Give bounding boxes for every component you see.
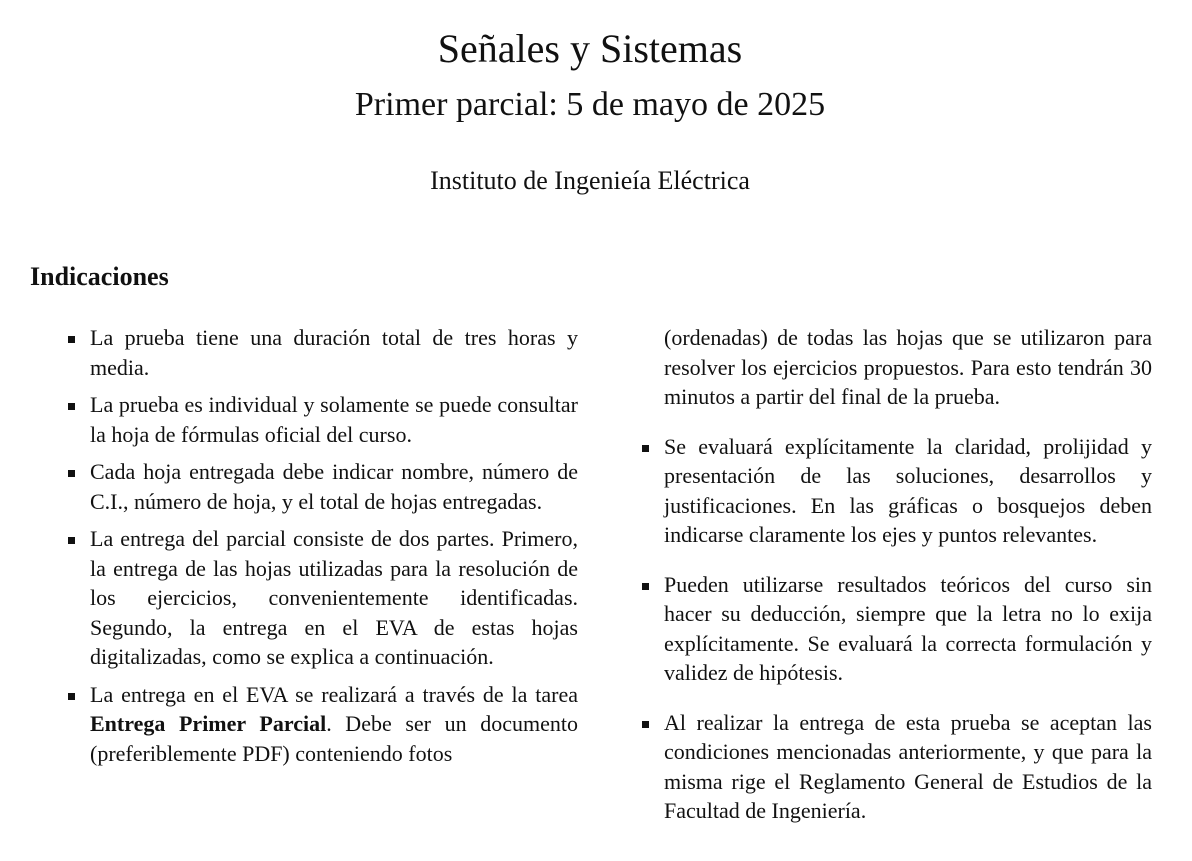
instructions-list-continued — [664, 323, 1152, 826]
list-item: Se evaluará explícitamente la claridad, prolijidad y presentación de las soluciones, desarrollos y justificaciones. En las gráficas o bosquejos deben indicarse claramente los ejes y puntos relevantes. — [664, 432, 1152, 550]
list-item: La prueba tiene una duración total de tres horas y media. — [90, 323, 578, 382]
item-text: . Debe ser un documento (preferiblemente PDF) conteniendo fotos — [90, 711, 579, 766]
list-item: La entrega del parcial consiste de dos partes. Primero, la entrega de las hojas utilizadas para la resolución de los ejercicios, convenientemente identificadas. Segundo, la entrega en el EVA de estas hojas digitalizadas, como se explica a continuación. — [90, 524, 578, 672]
instructions-list — [90, 323, 578, 768]
right-column — [664, 323, 1152, 846]
list-item-continuation: (ordenadas) de todas las hojas que se utilizaron para resolver los ejercicios propuestos. Para esto tendrán 30 minutos a partir del final de la prueba. — [664, 325, 1152, 409]
item-text: La entrega en el EVA se realizará a través de la tarea — [90, 681, 578, 707]
task-name: Entrega Primer Parcial — [90, 711, 327, 736]
section-heading: Indicaciones — [30, 262, 169, 291]
list-item: Pueden utilizarse resultados teóricos del curso sin hacer su deducción, siempre que la letra no lo exija explícitamente. Se evaluará la correcta formulación y validez de hipótesis. — [664, 570, 1152, 688]
list-item: La prueba es individual y solamente se puede consultar la hoja de fórmulas oficial del curso. — [90, 390, 578, 449]
list-item: Al realizar la entrega de esta prueba se aceptan las condiciones mencionadas anteriormente, y que para la misma rige el Reglamento General de Estudios de la Facultad de Ingeniería. — [664, 708, 1152, 826]
exam-subtitle: Primer parcial: 5 de mayo de 2025 — [354, 86, 826, 123]
list-item — [90, 680, 578, 769]
document-title: Señales y Sistemas — [437, 26, 743, 71]
institute-name: Instituto de Ingenieía Eléctrica — [430, 166, 750, 195]
left-column — [90, 323, 578, 776]
list-item: Cada hoja entregada debe indicar nombre, número de C.I., número de hoja, y el total de hojas entregadas. — [90, 457, 578, 516]
